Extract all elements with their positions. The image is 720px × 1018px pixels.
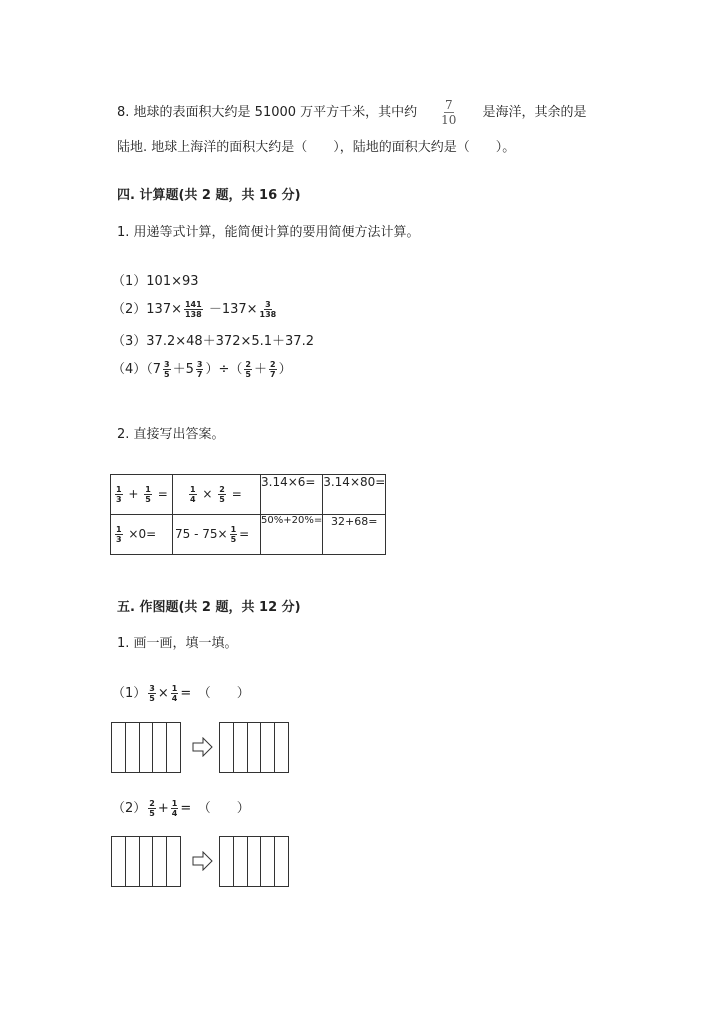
cell: 3.14×80= [323, 475, 386, 515]
problem-2 [112, 298, 278, 319]
numerator: 2 [269, 360, 276, 369]
fraction [163, 360, 171, 379]
denominator: 138 [184, 310, 202, 319]
numerator: 2 [149, 799, 155, 808]
text: = （ ） [180, 686, 250, 701]
fraction [148, 799, 156, 818]
q8-text: 是海洋，其余的是 [482, 105, 587, 120]
numerator: 1 [230, 525, 237, 534]
fraction [441, 98, 456, 127]
fraction-grid[interactable] [219, 722, 289, 773]
numerator: 3 [196, 360, 203, 369]
fraction-grid [111, 836, 181, 887]
fraction [189, 485, 197, 504]
cell [111, 515, 173, 555]
fraction-grid [111, 722, 181, 773]
cell [173, 475, 261, 515]
question-8-line2: 陆地. 地球上海洋的面积大约是（ ），陆地的面积大约是（ ）。 [117, 140, 516, 155]
text: ）÷（ [205, 362, 243, 377]
denominator: 10 [441, 113, 457, 127]
eq: = [157, 487, 168, 501]
numerator: 1 [171, 799, 178, 808]
denominator: 5 [230, 535, 237, 544]
fraction [115, 485, 123, 504]
numerator: 1 [171, 684, 178, 693]
numerator: 7 [444, 98, 453, 112]
cell: 50%+20%= [261, 515, 323, 555]
cell [111, 475, 173, 515]
fraction [230, 525, 238, 544]
section-5-title: 五. 作图题(共 2 题，共 12 分) [117, 600, 301, 615]
denominator: 5 [164, 370, 170, 379]
fraction [218, 485, 226, 504]
text: ） [278, 362, 292, 377]
numerator: 3 [265, 300, 271, 309]
arrow-right-icon [192, 737, 214, 757]
numerator: 1 [190, 485, 196, 494]
op: × [157, 686, 169, 701]
text: （2）137× [112, 302, 182, 317]
op: + [128, 487, 139, 501]
numerator: 3 [164, 360, 170, 369]
question-prompt: 2. 直接写出答案。 [117, 427, 225, 442]
question-prompt: 1. 画一画，填一填。 [117, 636, 238, 651]
numerator: 3 [149, 684, 155, 693]
op: × [202, 487, 213, 501]
fraction [115, 525, 123, 544]
fraction [196, 360, 204, 379]
numerator: 2 [219, 485, 225, 494]
numerator: 141 [184, 300, 202, 309]
text: （4）（7 [112, 362, 162, 377]
denominator: 4 [190, 495, 196, 504]
text: （1） [112, 686, 147, 701]
question-prompt: 1. 用递等式计算，能简便计算的要用简便方法计算。 [117, 225, 420, 240]
denominator: 3 [116, 495, 122, 504]
denominator: 5 [245, 370, 251, 379]
denominator: 5 [149, 809, 155, 818]
fraction [171, 799, 179, 818]
fraction [148, 684, 156, 703]
section-4-title: 四. 计算题(共 2 题，共 16 分) [117, 188, 301, 203]
problem-1: （1）101×93 [112, 274, 199, 289]
denominator: 5 [145, 495, 151, 504]
problem-4 [112, 358, 292, 379]
eq: = [239, 527, 250, 541]
denominator: 4 [171, 809, 178, 818]
drawing-problem-2 [112, 797, 250, 818]
cell: 32+68= [323, 515, 386, 555]
text: 75 - 75× [175, 527, 228, 541]
fraction [244, 360, 252, 379]
numerator: 1 [116, 485, 122, 494]
question-8-line1 [117, 98, 586, 127]
fraction-grid[interactable] [219, 836, 289, 887]
denominator: 5 [219, 495, 225, 504]
fraction [184, 300, 203, 319]
q8-text: 8. 地球的表面积大约是 51000 万平方千米，其中约 [117, 105, 418, 120]
answer-table [110, 474, 386, 555]
cell: 3.14×6= [261, 475, 323, 515]
denominator: 4 [171, 694, 178, 703]
fraction [260, 300, 277, 319]
denominator: 3 [116, 535, 122, 544]
numerator: 1 [116, 525, 122, 534]
eq: = [231, 487, 242, 501]
text: ＋ [253, 362, 267, 377]
fraction [171, 684, 179, 703]
cell [173, 515, 261, 555]
text: = （ ） [180, 801, 250, 816]
denominator: 7 [196, 370, 203, 379]
op: + [157, 801, 169, 816]
text: ×0= [128, 527, 157, 541]
text: ＋5 [172, 362, 194, 377]
arrow-right-icon [192, 851, 214, 871]
text: （2） [112, 801, 147, 816]
numerator: 2 [245, 360, 251, 369]
drawing-problem-1 [112, 682, 250, 703]
fraction [144, 485, 152, 504]
problem-3: （3）37.2×48＋372×5.1＋37.2 [112, 334, 314, 349]
numerator: 1 [145, 485, 151, 494]
denominator: 7 [269, 370, 276, 379]
fraction [269, 360, 277, 379]
text: －137× [208, 302, 258, 317]
denominator: 138 [259, 310, 277, 319]
denominator: 5 [149, 694, 155, 703]
